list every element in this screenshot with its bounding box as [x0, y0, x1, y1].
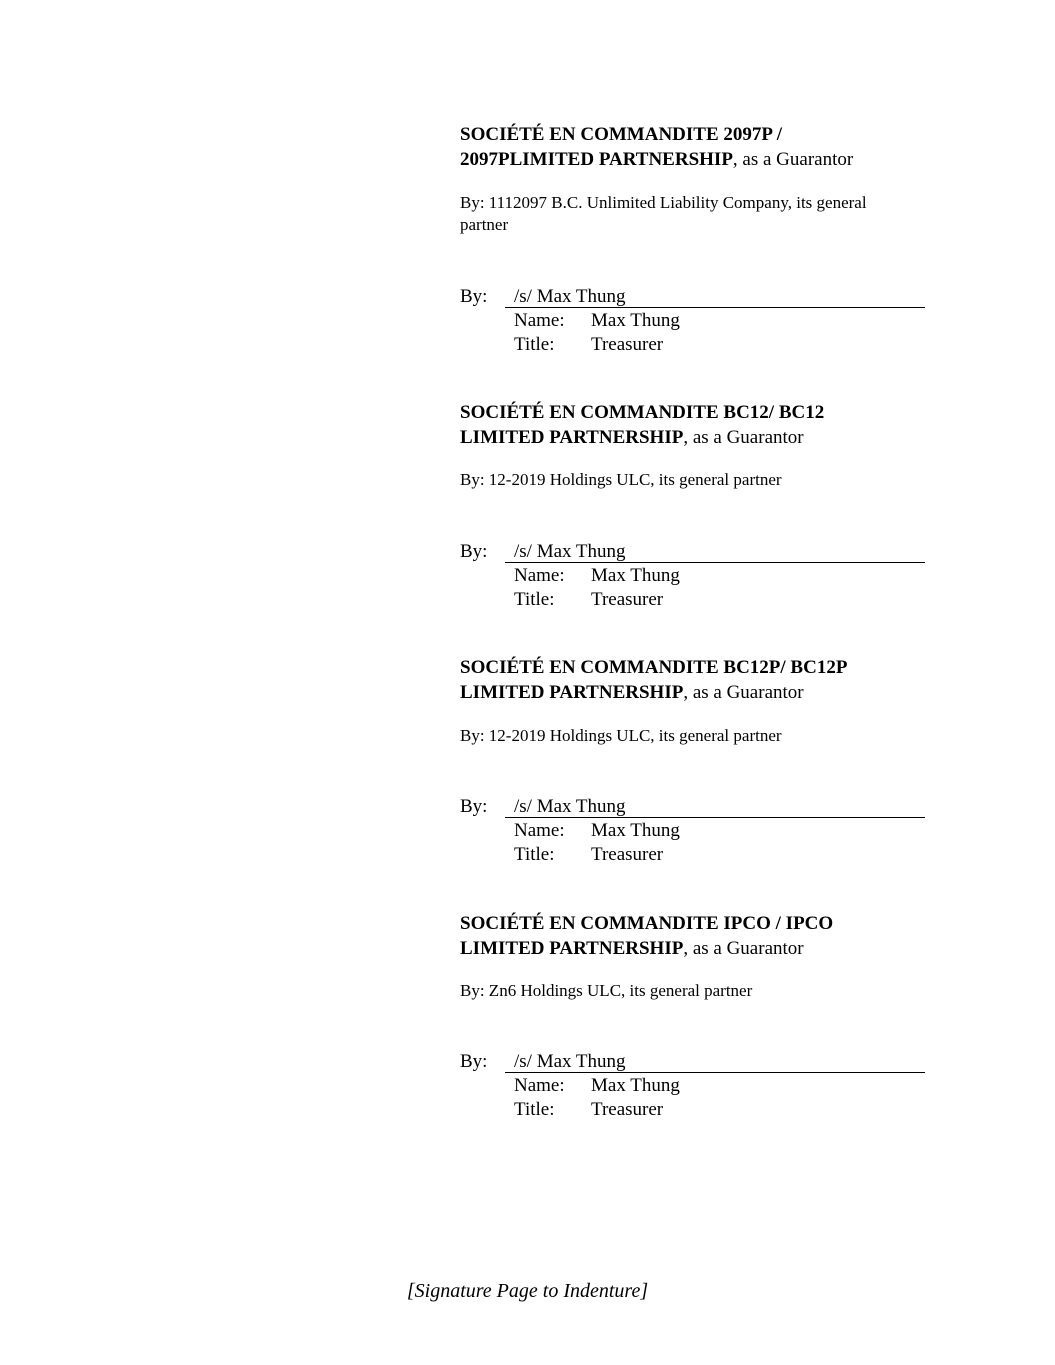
- signature-line: /s/ Max Thung: [505, 795, 925, 818]
- signature-line: /s/ Max Thung: [505, 285, 925, 308]
- signature-line: /s/ Max Thung: [505, 1050, 925, 1073]
- signer-title-value: Treasurer: [591, 1099, 664, 1120]
- guarantor-name-line2: LIMITED PARTNERSHIP: [460, 427, 684, 448]
- signature-by-label: By:: [460, 541, 488, 562]
- guarantor-role: , as a Guarantor: [683, 938, 804, 959]
- signature-by-label: By:: [460, 796, 488, 817]
- guarantor-name-line2: 2097PLIMITED PARTNERSHIP: [460, 149, 733, 170]
- signer-name-value: Max Thung: [591, 1075, 680, 1096]
- guarantor-block-2097p: [460, 122, 930, 355]
- signer-title-label: Title:: [514, 844, 555, 865]
- signer-title-label: Title:: [514, 334, 555, 355]
- signature-by-label: By:: [460, 1051, 488, 1072]
- guarantor-block-ipco: [460, 911, 930, 1120]
- guarantor-block-bc12p: [460, 655, 930, 865]
- signer-name-label: Name:: [514, 1075, 565, 1096]
- guarantor-name-line1: SOCIÉTÉ EN COMMANDITE IPCO / IPCO: [460, 913, 834, 934]
- signature-by-label: By:: [460, 286, 488, 307]
- signature-block: [460, 795, 925, 867]
- general-partner-line: By: Zn6 Holdings ULC, its general partner: [460, 981, 753, 1000]
- signer-name-label: Name:: [514, 565, 565, 586]
- guarantor-role: , as a Guarantor: [683, 682, 804, 703]
- guarantor-name-line1: SOCIÉTÉ EN COMMANDITE BC12P/ BC12P: [460, 657, 848, 678]
- signer-name-label: Name:: [514, 820, 565, 841]
- signature-block: [460, 285, 925, 357]
- guarantor-name-heading: [460, 122, 930, 172]
- signer-name-label: Name:: [514, 310, 565, 331]
- signer-name-value: Max Thung: [591, 565, 680, 586]
- guarantor-name-heading: [460, 911, 930, 961]
- guarantor-role: , as a Guarantor: [732, 149, 854, 170]
- guarantor-name-heading: [460, 400, 930, 450]
- guarantor-name-line2: LIMITED PARTNERSHIP: [460, 938, 684, 959]
- general-partner-line: By: 12-2019 Holdings ULC, its general partner: [460, 470, 782, 489]
- signer-title-value: Treasurer: [591, 589, 664, 610]
- guarantor-block-bc12: [460, 400, 930, 610]
- signer-name-value: Max Thung: [591, 820, 680, 841]
- guarantor-role: , as a Guarantor: [683, 427, 804, 448]
- signer-title-value: Treasurer: [591, 844, 664, 865]
- signature-block: [460, 540, 925, 612]
- signer-title-value: Treasurer: [591, 334, 664, 355]
- guarantor-name-heading: [460, 655, 930, 705]
- signature-line: /s/ Max Thung: [505, 540, 925, 563]
- signer-title-label: Title:: [514, 1099, 555, 1120]
- signer-title-label: Title:: [514, 589, 555, 610]
- signer-name-value: Max Thung: [591, 310, 680, 331]
- general-partner-line: By: 1112097 B.C. Unlimited Liability Company, its general partner: [460, 193, 867, 234]
- guarantor-name-line2: LIMITED PARTNERSHIP: [460, 682, 684, 703]
- page-footer: [Signature Page to Indenture]: [406, 1280, 649, 1302]
- signature-block: [460, 1050, 925, 1122]
- general-partner-line: By: 12-2019 Holdings ULC, its general partner: [460, 726, 782, 745]
- guarantor-name-line1: SOCIÉTÉ EN COMMANDITE BC12/ BC12: [460, 402, 825, 423]
- guarantor-name-line1: SOCIÉTÉ EN COMMANDITE 2097P /: [460, 124, 782, 145]
